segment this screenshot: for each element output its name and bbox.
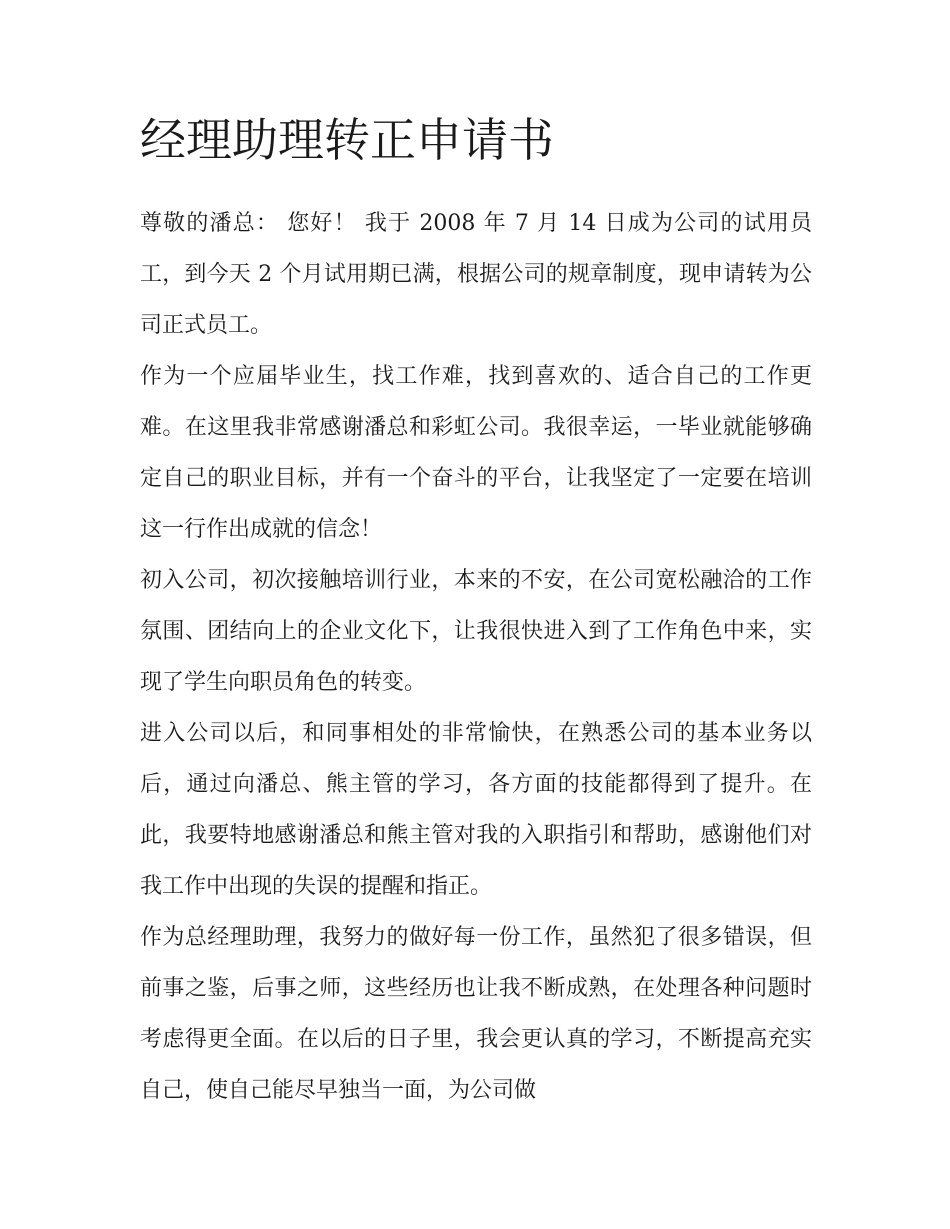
paragraph-commitment: 作为总经理助理，我努力的做好每一份工作，虽然犯了很多错误，但前事之鉴，后事之师，这些经历也让我不断成熟，在处理各种问题时考虑得更全面。在以后的日子里，我会更认真的学习，不断提高充实自己，使自己能尽早独当一面，为公司做 [140,924,812,1103]
paragraph-gratitude: 作为一个应届毕业生，找工作难，找到喜欢的、适合自己的工作更难。在这里我非常感谢潘总和彩虹公司。我很幸运，一毕业就能够确定自己的职业目标，并有一个奋斗的平台，让我坚定了一定要在培训这一行作出成就的信念！ [140,363,812,542]
paragraph-greeting: 尊敬的潘总： 您好！ 我于 2008 年 7 月 14 日成为公司的试用员工，到今天 2 个月试用期已满，根据公司的规章制度，现申请转为公司正式员工。 [140,210,812,338]
document-title: 经理助理转正申请书 [140,113,554,167]
paragraph-adaptation: 初入公司，初次接触培训行业，本来的不安，在公司宽松融洽的工作氛围、团结向上的企业文化下，让我很快进入到了工作角色中来，实现了学生向职员角色的转变。 [140,567,812,695]
document-page [140,112,812,1116]
paragraph-colleagues: 进入公司以后，和同事相处的非常愉快，在熟悉公司的基本业务以后，通过向潘总、熊主管的学习，各方面的技能都得到了提升。在此，我要特地感谢潘总和熊主管对我的入职指引和帮助，感谢他们对我工作中出现的失误的提醒和指正。 [140,720,812,899]
